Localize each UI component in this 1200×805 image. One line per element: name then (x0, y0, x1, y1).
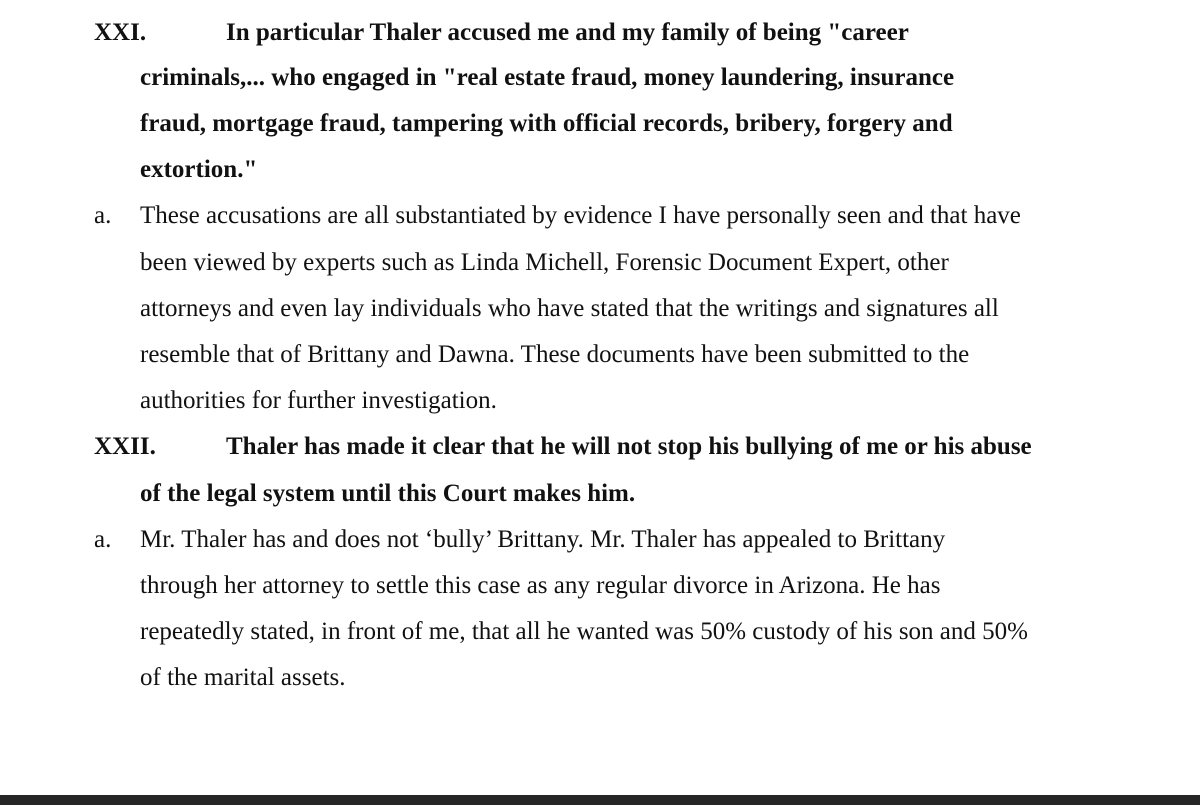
section-heading-line: extortion." (140, 156, 258, 183)
response-line: of the marital assets. (140, 664, 346, 691)
response-line: been viewed by experts such as Linda Michell, Forensic Document Expert, other (140, 249, 949, 276)
response-letter: a. (94, 526, 112, 553)
response-line: authorities for further investigation. (140, 387, 497, 414)
section-heading-line: In particular Thaler accused me and my family of being "career (226, 19, 909, 46)
response-line: through her attorney to settle this case as any regular divorce in Arizona. He has (140, 572, 941, 599)
response-line: repeatedly stated, in front of me, that all he wanted was 50% custody of his son and 50% (140, 618, 1028, 645)
section-heading-line: criminals,... who engaged in "real estate fraud, money laundering, insurance (140, 64, 955, 91)
response-line: attorneys and even lay individuals who have stated that the writings and signatures all (140, 295, 999, 322)
section-number: XXI. (94, 19, 147, 46)
cropped-text-fragment (262, 0, 682, 3)
response-line: Mr. Thaler has and does not ‘bully’ Brittany. Mr. Thaler has appealed to Brittany (140, 526, 946, 553)
section-heading-line: fraud, mortgage fraud, tampering with official records, bribery, forgery and (140, 110, 953, 137)
section-heading-line: Thaler has made it clear that he will not stop his bullying of me or his abuse (226, 433, 1032, 460)
response-letter: a. (94, 202, 112, 229)
bottom-dark-bar (0, 795, 1200, 805)
section-number: XXII. (94, 433, 156, 460)
section-heading-line: of the legal system until this Court makes him. (140, 480, 636, 507)
response-line: resemble that of Brittany and Dawna. These documents have been submitted to the (140, 341, 970, 368)
response-line: These accusations are all substantiated by evidence I have personally seen and that have (140, 202, 1021, 229)
